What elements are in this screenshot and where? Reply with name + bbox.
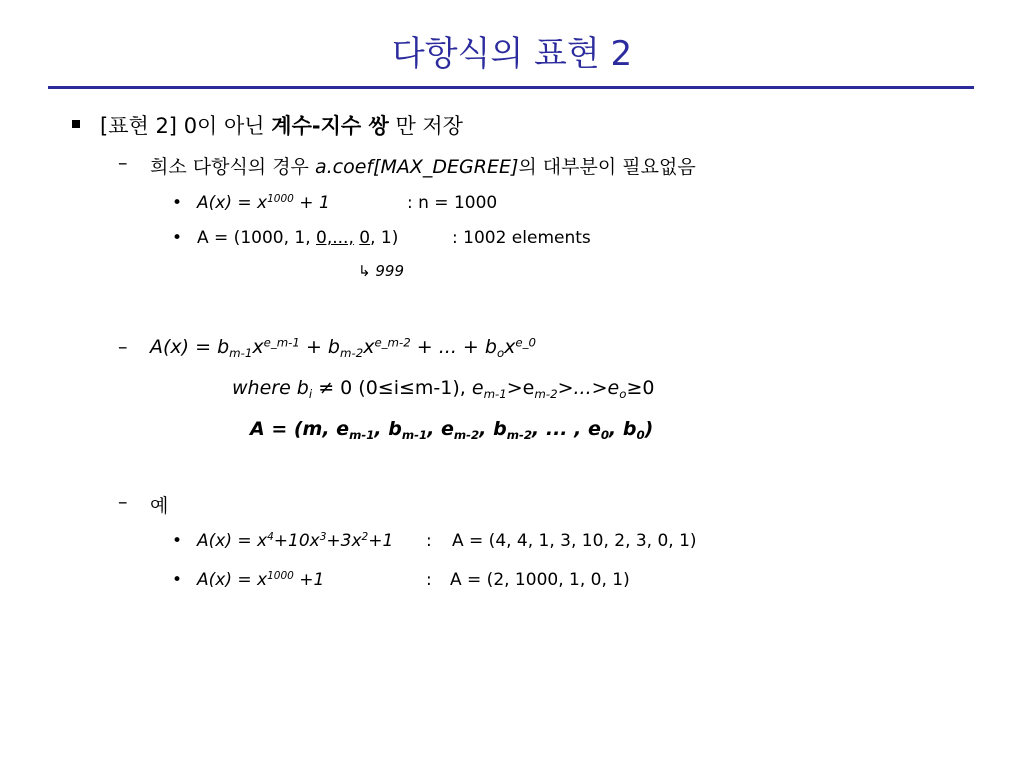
formula: + b bbox=[299, 336, 340, 358]
example-formula bbox=[197, 531, 393, 551]
formula: , b bbox=[479, 418, 507, 440]
count-value: 999 bbox=[375, 262, 404, 280]
arrow-icon: ↳ bbox=[358, 262, 371, 280]
formula: +3x bbox=[326, 531, 362, 551]
exponent: 1000 bbox=[267, 570, 294, 583]
dot-bullet: • bbox=[172, 193, 183, 213]
subscript: m-2 bbox=[339, 346, 364, 361]
exponent: 2 bbox=[361, 531, 369, 544]
formula: , b bbox=[609, 418, 637, 440]
underlined-text: 0 bbox=[359, 228, 371, 248]
bracket-label: [표현 2] bbox=[100, 114, 177, 138]
formula: A(x) = b bbox=[150, 336, 230, 358]
subscript: 0 bbox=[600, 428, 610, 443]
general-formula bbox=[150, 335, 537, 361]
text: 만 저장 bbox=[395, 114, 463, 138]
subscript: o bbox=[496, 346, 505, 361]
subscript: m-1 bbox=[401, 428, 428, 443]
bold-term: 계수-지수 쌍 bbox=[271, 114, 389, 138]
page-title: 다항식의 표현 2 bbox=[391, 34, 633, 74]
count-annotation bbox=[358, 262, 404, 280]
formula: +1 bbox=[368, 531, 394, 551]
formula: A(x) = x bbox=[197, 531, 268, 551]
formula: ≥0 bbox=[626, 377, 655, 399]
formula: e bbox=[471, 377, 484, 399]
colon: : bbox=[426, 570, 432, 590]
subscript: o bbox=[619, 387, 627, 402]
array-representation bbox=[250, 418, 654, 443]
dash-bullet: – bbox=[118, 336, 128, 358]
dot-bullet: • bbox=[172, 570, 183, 590]
formula: A = (m, e bbox=[250, 418, 350, 440]
formula: +10x bbox=[273, 531, 320, 551]
formula: x bbox=[504, 336, 516, 358]
dot-bullet: • bbox=[172, 531, 183, 551]
subscript: m-1 bbox=[483, 387, 507, 402]
text: A = (1000, 1, bbox=[197, 228, 311, 248]
example-formula bbox=[197, 570, 324, 590]
colon: : bbox=[426, 531, 432, 551]
formula: A(x) = x bbox=[197, 570, 268, 590]
subscript: 0 bbox=[636, 428, 645, 443]
example-result: A = (4, 4, 1, 3, 10, 2, 3, 0, 1) bbox=[452, 531, 697, 551]
text: 의 대부분이 필요없음 bbox=[518, 156, 696, 178]
formula: A(x) = x bbox=[197, 193, 268, 213]
text: , 1) bbox=[370, 228, 399, 248]
where-condition bbox=[232, 377, 655, 402]
formula: , e bbox=[427, 418, 454, 440]
bullet-store-nonzero bbox=[100, 110, 463, 140]
formula: , ... , e bbox=[532, 418, 601, 440]
exponent: 4 bbox=[267, 531, 274, 544]
formula: >e bbox=[506, 377, 535, 399]
subscript: m-2 bbox=[453, 428, 480, 443]
bullet-sparse-case bbox=[150, 152, 696, 179]
note: : 1002 elements bbox=[452, 228, 591, 248]
subscript: m-1 bbox=[229, 346, 253, 361]
underlined-text: 0,..., bbox=[316, 228, 354, 248]
dash-bullet: – bbox=[118, 152, 128, 174]
formula: x bbox=[252, 336, 264, 358]
dot-bullet: • bbox=[172, 228, 183, 248]
exponent: e_0 bbox=[515, 335, 537, 350]
formula: + ... + b bbox=[410, 336, 497, 358]
subscript: m-1 bbox=[349, 428, 375, 443]
formula: x bbox=[363, 336, 375, 358]
formula: where b bbox=[232, 377, 309, 399]
formula-line bbox=[197, 193, 330, 213]
example-result: A = (2, 1000, 1, 0, 1) bbox=[450, 570, 630, 590]
text: 0이 아닌 bbox=[183, 114, 265, 138]
formula: , b bbox=[374, 418, 402, 440]
text: 희소 다항식의 경우 bbox=[150, 156, 309, 178]
example-heading: 예 bbox=[150, 495, 169, 517]
title-underline bbox=[48, 86, 974, 89]
note: : n = 1000 bbox=[407, 193, 498, 213]
subscript: m-2 bbox=[506, 428, 533, 443]
formula: + 1 bbox=[299, 193, 330, 213]
exponent: e_m-2 bbox=[374, 335, 411, 350]
square-bullet-icon bbox=[72, 120, 80, 128]
code-term: a.coef[MAX_DEGREE] bbox=[314, 156, 519, 178]
dash-bullet: – bbox=[118, 491, 128, 513]
array-line bbox=[197, 228, 398, 248]
formula: ) bbox=[644, 418, 654, 440]
exponent: e_m-1 bbox=[263, 335, 300, 350]
formula: >...>e bbox=[557, 377, 620, 399]
formula: +1 bbox=[293, 570, 325, 590]
formula: ≠ 0 (0≤i≤m-1), bbox=[312, 377, 472, 399]
exponent: 3 bbox=[319, 531, 327, 544]
exponent: 1000 bbox=[267, 193, 294, 206]
subscript: m-2 bbox=[534, 387, 558, 402]
subscript: i bbox=[308, 387, 313, 402]
